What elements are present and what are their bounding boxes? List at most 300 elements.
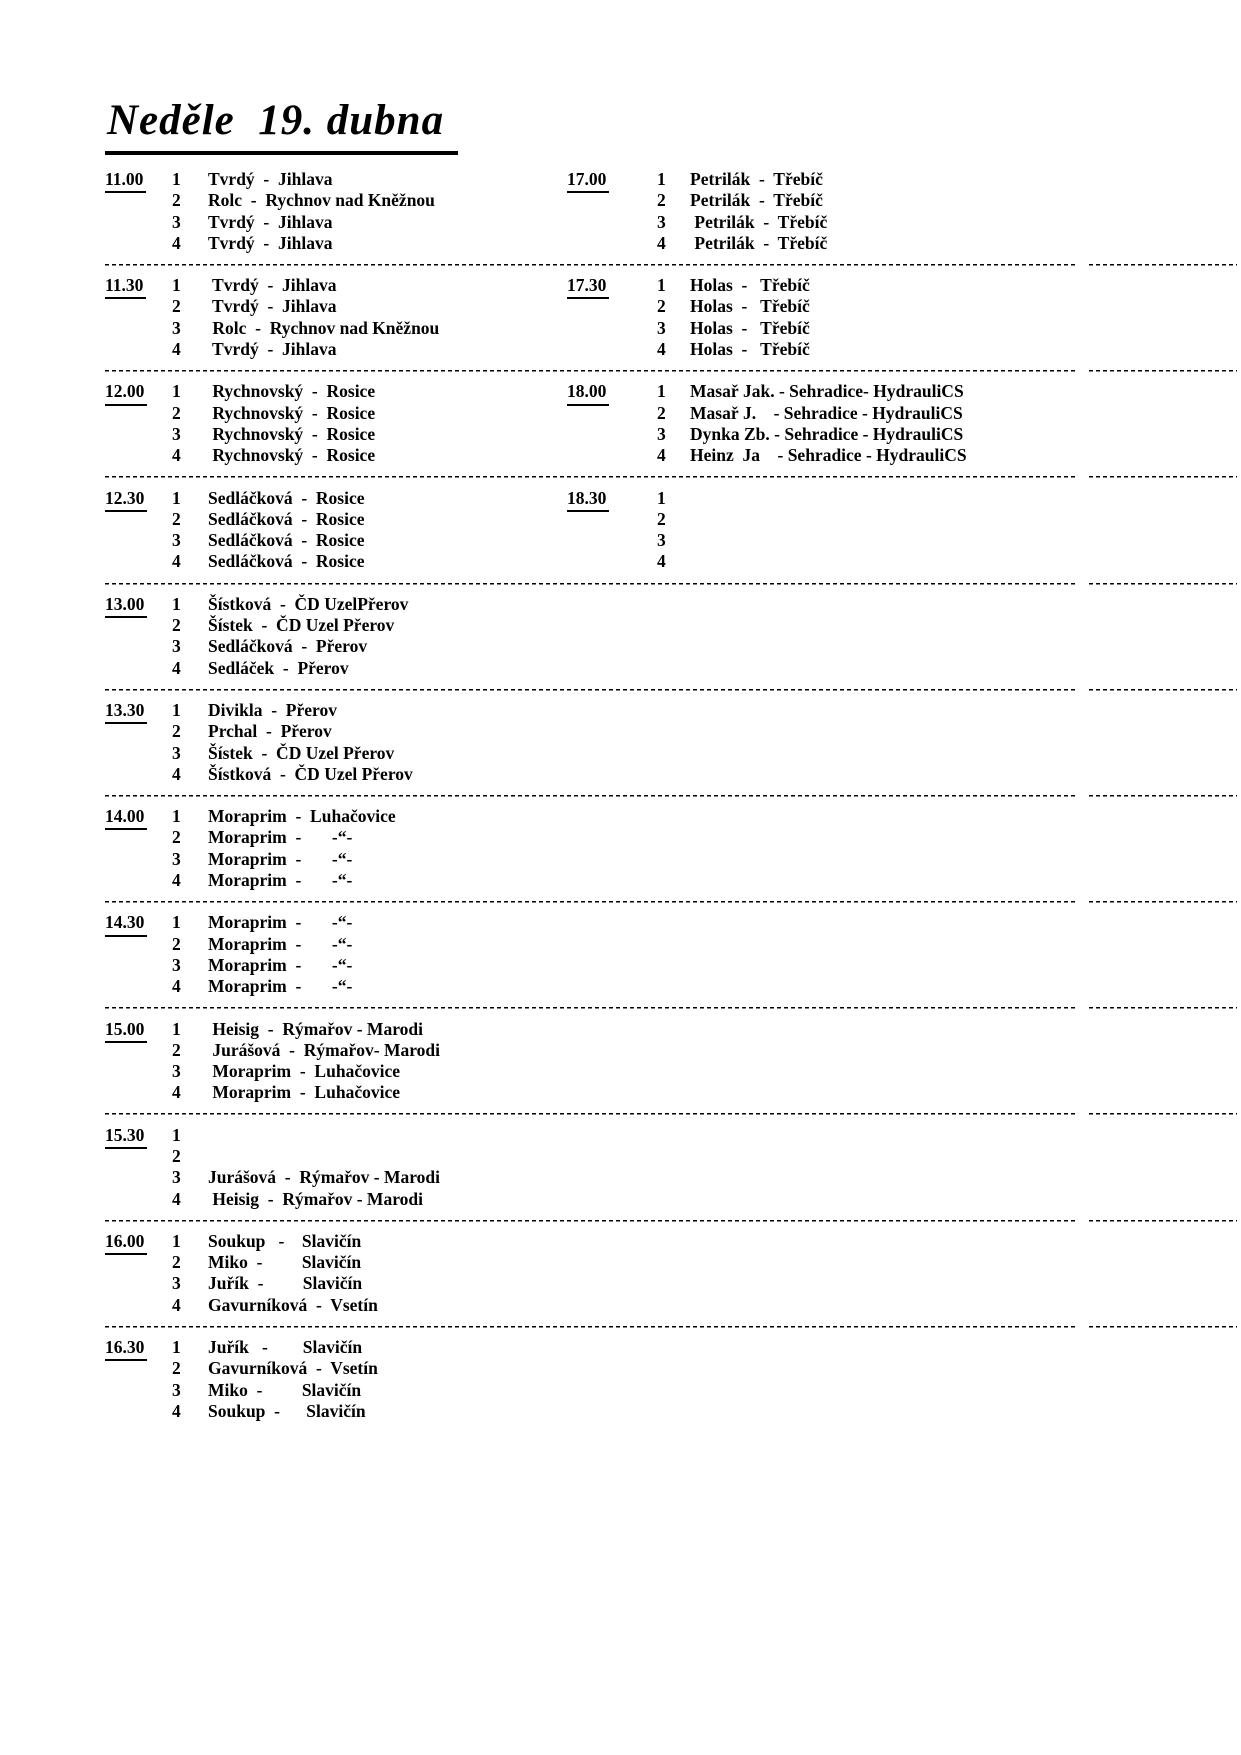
time-label [105, 806, 172, 830]
slot-name: Jurášová - Rýmařov - Marodi [208, 1167, 441, 1188]
separator-dashes-long [105, 1219, 1075, 1222]
schedule-half-right [567, 594, 1237, 679]
slot-row [657, 318, 1237, 339]
slot-row [657, 530, 1237, 551]
schedule-half-right [567, 1231, 1237, 1316]
slot-row [657, 275, 1237, 296]
schedule-half-left [105, 1019, 567, 1104]
time-label [567, 275, 657, 299]
slot-name: Juřík - Slavičín [208, 1337, 363, 1358]
slot-number: 1 [172, 381, 181, 402]
slot-number: 3 [657, 211, 666, 232]
schedule-half-right [567, 1337, 1237, 1422]
time-label-text: 17.00 [567, 169, 609, 193]
slot-number: 1 [172, 487, 181, 508]
slot-number: 2 [172, 296, 181, 317]
slot-number: 1 [172, 806, 181, 827]
separator-dashes-long [105, 1007, 1075, 1010]
slot-row [172, 488, 567, 509]
separator-dashes-short [1089, 476, 1237, 479]
slot-name: Rychnovský - Rosice [208, 402, 376, 423]
slot-number: 4 [657, 232, 666, 253]
slot-number: 1 [172, 275, 181, 296]
schedule-half-left [105, 488, 567, 573]
slot-name: Jurášová - Rýmařov- Marodi [208, 1039, 441, 1060]
slot-name: Soukup - Slavičín [208, 1400, 366, 1421]
separator-dashes-short [1089, 794, 1237, 797]
slot-name: Šístková - ČD UzelPřerov [208, 593, 409, 614]
slot-name: Holas - Třebíč [690, 317, 810, 338]
slot-number: 4 [172, 445, 181, 466]
slot-number: 3 [172, 423, 181, 444]
slot-name: Tvrdý - Jihlava [208, 339, 337, 360]
time-label-text: 11.00 [105, 169, 146, 193]
slot-number: 4 [172, 1400, 181, 1421]
slot-name: Rychnovský - Rosice [208, 423, 376, 444]
slot-row [172, 827, 567, 848]
slot-row [172, 190, 567, 211]
slot-row [172, 1167, 567, 1188]
schedule [105, 169, 1237, 1422]
slot-name: Sedláčková - Rosice [208, 487, 365, 508]
schedule-half-right [567, 1019, 1237, 1104]
slot-number: 2 [657, 508, 666, 529]
time-label [567, 169, 657, 193]
slot-number: 2 [172, 721, 181, 742]
slot-rows [172, 488, 567, 573]
separator-dashes-short [1089, 1325, 1237, 1328]
slot-row [657, 509, 1237, 530]
slot-row [657, 233, 1237, 254]
slot-name: Prchal - Přerov [208, 721, 332, 742]
slot-name: Šístek - ČD Uzel Přerov [208, 615, 395, 636]
slot-row [657, 403, 1237, 424]
slot-name: Moraprim - -“- [208, 912, 353, 933]
separator-dashes-short [1089, 688, 1237, 691]
time-label [105, 1337, 172, 1361]
slot-number: 1 [172, 169, 181, 189]
slot-row [172, 445, 567, 466]
slot-name: Soukup - Slavičín [208, 1230, 362, 1251]
slot-number: 4 [172, 657, 181, 678]
slot-number: 2 [172, 827, 181, 848]
schedule-block [105, 806, 1237, 891]
time-label [105, 488, 172, 512]
slot-row [172, 509, 567, 530]
schedule-block [105, 1125, 1237, 1210]
block-separator [105, 794, 1237, 797]
slot-number: 4 [657, 445, 666, 466]
schedule-half-left [105, 700, 567, 785]
slot-number: 2 [172, 1358, 181, 1379]
slot-number: 3 [172, 954, 181, 975]
schedule-half-right [567, 381, 1237, 466]
slot-name: Moraprim - -“- [208, 827, 353, 848]
time-label [105, 1231, 172, 1255]
slot-rows [172, 1019, 567, 1104]
slot-rows [172, 381, 567, 466]
slot-number: 1 [172, 1230, 181, 1251]
slot-number: 2 [657, 296, 666, 317]
slot-name: Heisig - Rýmařov - Marodi [208, 1018, 423, 1039]
slot-row [172, 594, 567, 615]
slot-name: Sedláčková - Přerov [208, 636, 368, 657]
separator-dashes-long [105, 900, 1075, 903]
slot-name: Heisig - Rýmařov - Marodi [208, 1188, 423, 1209]
time-label-text: 12.30 [105, 488, 147, 512]
schedule-block [105, 700, 1237, 785]
time-label [567, 381, 657, 405]
separator-dashes-long [105, 369, 1075, 372]
slot-row [657, 339, 1237, 360]
separator-dashes-short [1089, 263, 1237, 266]
slot-number: 3 [657, 317, 666, 338]
slot-number: 4 [172, 1294, 181, 1315]
separator-dashes-short [1089, 582, 1237, 585]
slot-number: 4 [172, 551, 181, 572]
slot-number: 3 [172, 1167, 181, 1188]
separator-dashes-short [1089, 900, 1237, 903]
slot-number: 3 [172, 1273, 181, 1294]
slot-row [172, 721, 567, 742]
block-separator [105, 476, 1237, 479]
slot-number: 1 [657, 381, 666, 402]
schedule-half-right [567, 1125, 1237, 1210]
slot-name: Tvrdý - Jihlava [208, 232, 333, 253]
slot-name: Sedláčková - Rosice [208, 530, 365, 551]
block-separator [105, 1219, 1237, 1222]
slot-number: 1 [657, 169, 666, 189]
schedule-block [105, 169, 1237, 254]
slot-row [172, 1082, 567, 1103]
slot-row [172, 849, 567, 870]
slot-row [172, 1061, 567, 1082]
time-label-text: 18.30 [567, 488, 609, 512]
slot-row [172, 381, 567, 402]
separator-dashes-short [1089, 1113, 1237, 1116]
separator-dashes-short [1089, 1219, 1237, 1222]
slot-number: 4 [172, 1188, 181, 1209]
time-label [105, 169, 172, 193]
slot-row [172, 1273, 567, 1294]
slot-number: 4 [172, 763, 181, 784]
schedule-half-right [567, 912, 1237, 997]
slot-row [172, 551, 567, 572]
schedule-half-left [105, 806, 567, 891]
slot-number: 4 [657, 339, 666, 360]
slot-number: 3 [657, 423, 666, 444]
slot-rows [172, 912, 567, 997]
slot-row [172, 743, 567, 764]
slot-number: 2 [657, 402, 666, 423]
slot-name: Rolc - Rychnov nad Kněžnou [208, 317, 440, 338]
time-label [105, 912, 172, 936]
slot-name: Moraprim - Luhačovice [208, 806, 396, 827]
time-label [105, 275, 172, 299]
slot-row [657, 212, 1237, 233]
separator-dashes-short [1089, 369, 1237, 372]
slot-row [172, 615, 567, 636]
time-label-text: 14.30 [105, 912, 147, 936]
slot-row [172, 424, 567, 445]
slot-row [172, 934, 567, 955]
time-label-text: 18.00 [567, 381, 609, 405]
schedule-block [105, 1231, 1237, 1316]
slot-number: 3 [172, 636, 181, 657]
schedule-half-left [105, 169, 567, 254]
slot-name: Holas - Třebíč [690, 339, 810, 360]
slot-row [172, 1337, 567, 1358]
slot-row [657, 296, 1237, 317]
slot-name: Holas - Třebíč [690, 275, 810, 296]
slot-rows [657, 275, 1237, 360]
slot-row [172, 764, 567, 785]
slot-number: 1 [172, 699, 181, 720]
slot-number: 2 [172, 1145, 181, 1166]
slot-name: Šístková - ČD Uzel Přerov [208, 763, 413, 784]
time-label-text: 16.00 [105, 1231, 147, 1255]
schedule-half-left [105, 594, 567, 679]
schedule-half-right [567, 488, 1237, 573]
slot-name: Tvrdý - Jihlava [208, 275, 337, 296]
time-label [105, 700, 172, 724]
separator-dashes-long [105, 1325, 1075, 1328]
slot-number: 3 [172, 848, 181, 869]
schedule-block [105, 488, 1237, 573]
slot-name: Rychnovský - Rosice [208, 381, 376, 402]
slot-rows [172, 700, 567, 785]
slot-name: Tvrdý - Jihlava [208, 211, 333, 232]
slot-name: Tvrdý - Jihlava [208, 296, 337, 317]
slot-number: 2 [172, 190, 181, 211]
slot-row [172, 403, 567, 424]
slot-number: 4 [172, 1082, 181, 1103]
schedule-half-left [105, 275, 567, 360]
block-separator [105, 1113, 1237, 1116]
slot-row [172, 318, 567, 339]
schedule-half-right [567, 169, 1237, 254]
schedule-half-left [105, 1337, 567, 1422]
slot-row [657, 424, 1237, 445]
block-separator [105, 369, 1237, 372]
slot-row [172, 169, 567, 190]
slot-name: Masař Jak. - Sehradice- HydrauliCS [690, 381, 964, 402]
separator-dashes-long [105, 1113, 1075, 1116]
slot-name: Gavurníková - Vsetín [208, 1358, 378, 1379]
slot-row [172, 1146, 567, 1167]
schedule-block [105, 381, 1237, 466]
slot-row [657, 169, 1237, 190]
slot-number: 3 [657, 530, 666, 551]
slot-row [172, 1019, 567, 1040]
page-title: Neděle 19. dubna [105, 96, 458, 155]
slot-number: 1 [657, 275, 666, 296]
slot-name: Moraprim - -“- [208, 976, 353, 997]
time-label-text: 17.30 [567, 275, 609, 299]
time-label-text: 13.30 [105, 700, 147, 724]
slot-row [657, 488, 1237, 509]
slot-number: 2 [172, 402, 181, 423]
slot-name: Moraprim - -“- [208, 848, 353, 869]
slot-number: 3 [172, 211, 181, 232]
slot-number: 3 [172, 530, 181, 551]
schedule-half-left [105, 912, 567, 997]
slot-rows [657, 381, 1237, 466]
slot-name: Holas - Třebíč [690, 296, 810, 317]
slot-rows [172, 806, 567, 891]
slot-name: Rolc - Rychnov nad Kněžnou [208, 190, 435, 211]
schedule-block [105, 275, 1237, 360]
time-label [105, 1125, 172, 1149]
time-label-text: 11.30 [105, 275, 146, 299]
slot-rows [172, 594, 567, 679]
slot-row [172, 1358, 567, 1379]
slot-number: 3 [172, 1061, 181, 1082]
slot-rows [657, 488, 1237, 573]
slot-name: Petrilák - Třebíč [690, 190, 823, 211]
slot-row [172, 275, 567, 296]
time-label [105, 381, 172, 405]
time-label-text: 14.00 [105, 806, 147, 830]
slot-name: Moraprim - -“- [208, 954, 353, 975]
time-label-text: 16.30 [105, 1337, 147, 1361]
slot-name: Šístek - ČD Uzel Přerov [208, 742, 395, 763]
slot-name: Petrilák - Třebíč [690, 169, 823, 189]
block-separator [105, 1325, 1237, 1328]
slot-number: 2 [657, 190, 666, 211]
slot-row [172, 636, 567, 657]
slot-name: Moraprim - Luhačovice [208, 1082, 400, 1103]
block-separator [105, 688, 1237, 691]
slot-row [657, 190, 1237, 211]
slot-name: Sedláček - Přerov [208, 657, 349, 678]
slot-number: 2 [172, 933, 181, 954]
slot-name: Moraprim - -“- [208, 870, 353, 891]
time-label-text: 15.00 [105, 1019, 147, 1043]
slot-number: 2 [172, 1252, 181, 1273]
slot-row [172, 233, 567, 254]
schedule-block [105, 594, 1237, 679]
slot-number: 4 [172, 339, 181, 360]
slot-number: 4 [172, 976, 181, 997]
slot-row [172, 1189, 567, 1210]
slot-rows [172, 275, 567, 360]
slot-row [657, 445, 1237, 466]
slot-name: Moraprim - Luhačovice [208, 1061, 400, 1082]
slot-row [172, 658, 567, 679]
slot-rows [172, 1125, 567, 1210]
block-separator [105, 263, 1237, 266]
slot-name: Sedláčková - Rosice [208, 551, 365, 572]
slot-number: 3 [172, 1379, 181, 1400]
slot-number: 2 [172, 615, 181, 636]
slot-row [172, 1231, 567, 1252]
slot-row [172, 976, 567, 997]
slot-number: 1 [172, 912, 181, 933]
separator-dashes-long [105, 582, 1075, 585]
slot-row [172, 1125, 567, 1146]
slot-number: 3 [172, 742, 181, 763]
slot-name: Moraprim - -“- [208, 933, 353, 954]
slot-number: 1 [172, 1124, 181, 1145]
slot-name: Rychnovský - Rosice [208, 445, 376, 466]
slot-row [172, 955, 567, 976]
slot-name: Petrilák - Třebíč [690, 211, 828, 232]
separator-dashes-long [105, 794, 1075, 797]
slot-number: 4 [657, 551, 666, 572]
slot-row [657, 551, 1237, 572]
schedule-half-right [567, 806, 1237, 891]
slot-row [172, 806, 567, 827]
slot-row [657, 381, 1237, 402]
schedule-block [105, 1019, 1237, 1104]
slot-name: Dynka Zb. - Sehradice - HydrauliCS [690, 423, 964, 444]
slot-row [172, 1401, 567, 1422]
slot-row [172, 1040, 567, 1061]
slot-number: 1 [657, 487, 666, 508]
slot-name: Tvrdý - Jihlava [208, 169, 333, 189]
slot-number: 4 [172, 232, 181, 253]
separator-dashes-long [105, 476, 1075, 479]
schedule-block [105, 1337, 1237, 1422]
separator-dashes-long [105, 688, 1075, 691]
slot-name: Divikla - Přerov [208, 699, 337, 720]
slot-name: Heinz Ja - Sehradice - HydrauliCS [690, 445, 967, 466]
slot-name: Miko - Slavičín [208, 1252, 362, 1273]
slot-name: Miko - Slavičín [208, 1379, 362, 1400]
slot-number: 1 [172, 1337, 181, 1358]
time-label [105, 594, 172, 618]
time-label-text: 13.00 [105, 594, 147, 618]
time-label-text: 12.00 [105, 381, 147, 405]
slot-name: Gavurníková - Vsetín [208, 1294, 378, 1315]
schedule-half-left [105, 1231, 567, 1316]
slot-number: 2 [172, 508, 181, 529]
slot-row [172, 1252, 567, 1273]
time-label [105, 1019, 172, 1043]
slot-number: 1 [172, 593, 181, 614]
slot-rows [172, 1231, 567, 1316]
schedule-half-left [105, 381, 567, 466]
slot-row [172, 339, 567, 360]
slot-row [172, 700, 567, 721]
time-label-text: 15.30 [105, 1125, 147, 1149]
slot-number: 2 [172, 1039, 181, 1060]
slot-name: Juřík - Slavičín [208, 1273, 363, 1294]
schedule-block [105, 912, 1237, 997]
slot-row [172, 870, 567, 891]
slot-name: Masař J. - Sehradice - HydrauliCS [690, 402, 963, 423]
schedule-half-left [105, 1125, 567, 1210]
time-label [567, 488, 657, 512]
slot-row [172, 212, 567, 233]
slot-row [172, 530, 567, 551]
block-separator [105, 900, 1237, 903]
slot-rows [657, 169, 1237, 254]
separator-dashes-long [105, 263, 1075, 266]
slot-name: Sedláčková - Rosice [208, 508, 365, 529]
block-separator [105, 1007, 1237, 1010]
schedule-half-right [567, 275, 1237, 360]
slot-number: 4 [172, 870, 181, 891]
slot-row [172, 296, 567, 317]
block-separator [105, 582, 1237, 585]
slot-row [172, 912, 567, 933]
slot-rows [172, 169, 567, 254]
schedule-half-right [567, 700, 1237, 785]
separator-dashes-short [1089, 1007, 1237, 1010]
slot-row [172, 1380, 567, 1401]
